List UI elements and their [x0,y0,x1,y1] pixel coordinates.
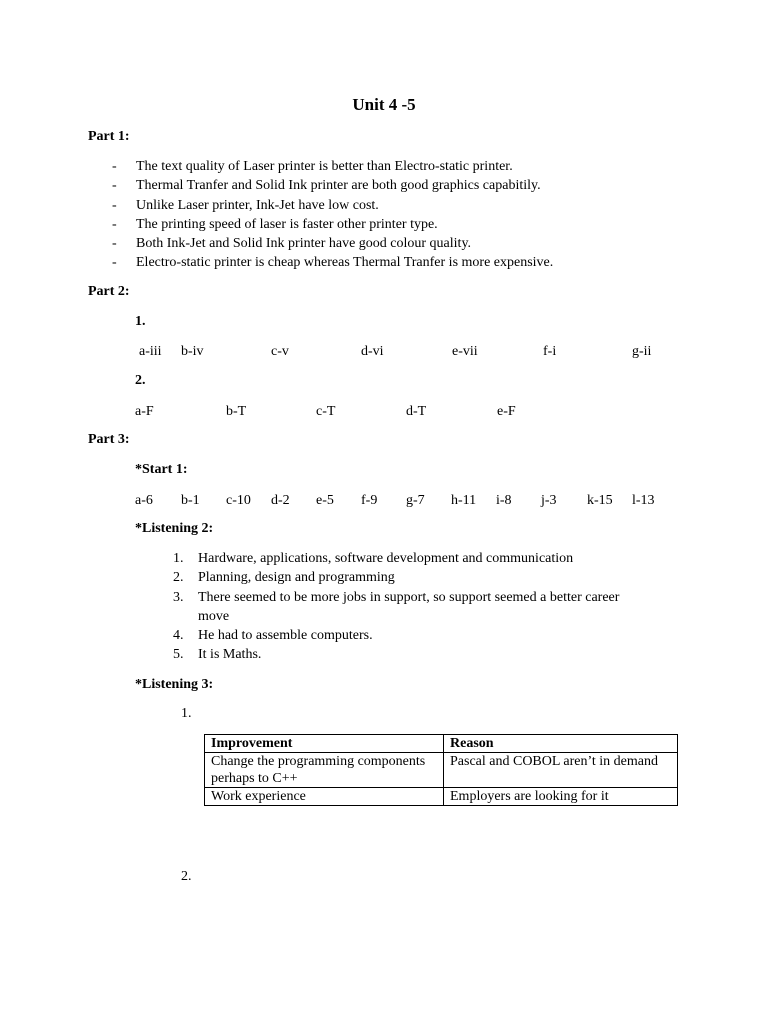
bullet-dash: - [112,255,117,271]
table-row [205,788,678,806]
table-header: Improvement [205,735,444,753]
answer-item: i-8 [496,493,512,508]
listening3-q1-label: 1. [181,706,192,721]
answer-item: e-F [497,404,516,419]
bullet-dash: - [112,178,117,194]
part2-q1-answers [0,342,768,362]
list-item-text: There seemed to be more jobs in support, so support seemed a better career move [198,589,620,624]
list-item [173,626,653,645]
part2-heading: Part 2: [88,284,130,299]
table-cell: Pascal and COBOL aren’t in demand [444,753,678,788]
part1-list [112,157,553,273]
answer-item: f-9 [361,493,378,508]
answer-item: j-3 [541,493,557,508]
answer-item: b-1 [181,493,200,508]
list-item-text: It is Maths. [198,647,262,663]
list-item-text: Electro-static printer is cheap whereas Thermal Tranfer is more expensive. [136,255,554,271]
list-item [112,157,553,176]
list-item-text: He had to assemble computers. [198,628,373,644]
list-number: 4. [173,628,184,644]
list-item [112,215,553,234]
part2-q2-label: 2. [135,373,146,388]
list-item-text: Thermal Tranfer and Solid Ink printer are both good graphics capabitily. [136,178,541,194]
answer-item: d-2 [271,493,290,508]
list-item [173,549,653,568]
table-header: Reason [444,735,678,753]
list-item [112,176,553,195]
part1-heading: Part 1: [88,129,130,144]
table-cell: Work experience [205,788,444,806]
bullet-dash: - [112,216,117,232]
list-item [173,645,653,664]
answer-item: b-T [226,404,247,419]
improvement-table [204,734,678,806]
list-item [112,196,553,215]
table-row [205,753,678,788]
list-item [112,234,553,253]
list-item-text: Both Ink-Jet and Solid Ink printer have good colour quality. [136,236,472,252]
listening3-label: *Listening 3: [135,677,214,692]
list-item-text: Unlike Laser printer, Ink-Jet have low cost. [136,197,379,213]
list-number: 5. [173,647,184,663]
listening2-label: *Listening 2: [135,521,214,536]
answer-item: e-5 [316,493,334,508]
bullet-dash: - [112,159,117,174]
bullet-dash: - [112,236,117,252]
answer-item: a-F [135,404,154,419]
answer-item: d-T [406,404,427,419]
list-item-text: The text quality of Laser printer is better than Electro-static printer. [136,159,513,174]
answer-item: d-vi [361,344,384,359]
listening2-list [173,549,653,665]
list-number: 3. [173,589,184,605]
start1-label: *Start 1: [135,462,188,477]
answer-item: k-15 [587,493,613,508]
list-number: 1. [173,551,184,566]
list-item [173,568,653,587]
listening3-q2-label: 2. [181,869,192,884]
list-item [173,588,653,627]
answer-item: c-10 [226,493,251,508]
list-item [112,253,553,272]
start1-answers [0,491,768,511]
answer-item: g-7 [406,493,425,508]
answer-item: e-vii [452,344,478,359]
page-title: Unit 4 -5 [352,95,416,114]
answer-item: c-v [271,344,289,359]
table-header-row [205,735,678,753]
table-cell: Employers are looking for it [444,788,678,806]
answer-item: h-11 [451,493,477,508]
table-cell: Change the programming components perhaps to C++ [205,753,444,788]
answer-item: g-ii [632,344,652,359]
answer-item: a-iii [139,344,162,359]
answer-item: b-iv [181,344,204,359]
answer-item: a-6 [135,493,153,508]
part3-heading: Part 3: [88,432,130,447]
list-item-text: Planning, design and programming [198,570,395,586]
part2-q2-answers [0,402,768,422]
answer-item: l-13 [632,493,655,508]
bullet-dash: - [112,197,117,213]
list-item-text: The printing speed of laser is faster other printer type. [136,216,438,232]
list-item-text: Hardware, applications, software development and communication [198,551,574,566]
answer-item: c-T [316,404,336,419]
list-number: 2. [173,570,184,586]
answer-item: f-i [543,344,557,359]
part2-q1-label: 1. [135,314,146,329]
